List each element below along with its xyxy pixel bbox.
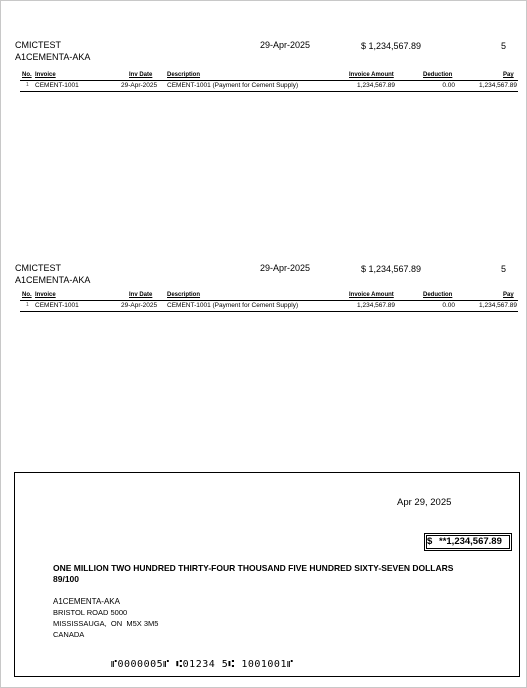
row-inv-date: 29-Apr-2025 bbox=[121, 302, 158, 309]
col-header-description: Description bbox=[167, 292, 201, 298]
stub-date: 29-Apr-2025 bbox=[260, 40, 311, 50]
row-description: CEMENT-1001 (Payment for Cement Supply) bbox=[167, 82, 299, 89]
row-inv-date: 29-Apr-2025 bbox=[121, 82, 158, 89]
header-rule bbox=[20, 80, 518, 81]
cheque-amount: **1,234,567.89 bbox=[439, 536, 502, 547]
row-invoice-amount: 1,234,567.89 bbox=[357, 302, 395, 309]
row-invoice: CEMENT-1001 bbox=[35, 302, 79, 309]
col-header-deduction: Deduction bbox=[423, 292, 453, 298]
col-header-no: No. bbox=[22, 72, 32, 78]
row-pay: 1,234,567.89 bbox=[479, 302, 517, 309]
amount-in-words: ONE MILLION TWO HUNDRED THIRTY-FOUR THOUSAND FIVE HUNDRED SIXTY-SEVEN DOLLARS bbox=[53, 563, 454, 573]
col-header-inv-date: Inv Date bbox=[129, 292, 153, 298]
col-header-invoice: Invoice bbox=[35, 292, 56, 298]
vendor-code: CMICTEST bbox=[15, 263, 61, 273]
row-rule bbox=[20, 311, 518, 312]
col-header-inv-date: Inv Date bbox=[129, 72, 153, 78]
col-header-invoice: Invoice bbox=[35, 72, 56, 78]
row-invoice-amount: 1,234,567.89 bbox=[357, 82, 395, 89]
col-header-invoice-amount: Invoice Amount bbox=[349, 72, 394, 78]
stub-date: 29-Apr-2025 bbox=[260, 263, 311, 273]
payee-address-line1: BRISTOL ROAD 5000 bbox=[53, 608, 128, 617]
currency-symbol: $ bbox=[427, 536, 433, 547]
cheque-amount-box bbox=[424, 533, 512, 551]
col-header-deduction: Deduction bbox=[423, 72, 453, 78]
row-description: CEMENT-1001 (Payment for Cement Supply) bbox=[167, 302, 299, 309]
row-deduction: 0.00 bbox=[442, 302, 455, 309]
payee-name: A1CEMENTA-AKA bbox=[53, 597, 120, 606]
row-rule bbox=[20, 91, 518, 92]
col-header-invoice-amount: Invoice Amount bbox=[349, 292, 394, 298]
vendor-name: A1CEMENTA-AKA bbox=[15, 52, 91, 62]
col-header-description: Description bbox=[167, 72, 201, 78]
row-invoice: CEMENT-1001 bbox=[35, 82, 79, 89]
col-header-pay: Pay bbox=[503, 72, 514, 78]
row-no: 1 bbox=[26, 82, 29, 88]
row-deduction: 0.00 bbox=[442, 82, 455, 89]
row-pay: 1,234,567.89 bbox=[479, 82, 517, 89]
stub-amount: $ 1,234,567.89 bbox=[361, 264, 422, 274]
cheque-reference: 5 bbox=[501, 264, 507, 274]
amount-cents: 89/100 bbox=[53, 574, 79, 584]
header-rule bbox=[20, 300, 518, 301]
micr-line: ⑈0000005⑈ ⑆01234 5⑆ 1001001⑈ bbox=[111, 659, 294, 670]
cheque-reference: 5 bbox=[501, 41, 507, 51]
cheque bbox=[14, 472, 520, 677]
row-no: 1 bbox=[26, 302, 29, 308]
payee-address-line2: MISSISSAUGA, ON M5X 3M5 bbox=[53, 619, 159, 628]
payee-country: CANADA bbox=[53, 630, 85, 639]
stub-amount: $ 1,234,567.89 bbox=[361, 41, 422, 51]
vendor-name: A1CEMENTA-AKA bbox=[15, 275, 91, 285]
cheque-date: Apr 29, 2025 bbox=[397, 497, 452, 508]
col-header-no: No. bbox=[22, 292, 32, 298]
col-header-pay: Pay bbox=[503, 292, 514, 298]
vendor-code: CMICTEST bbox=[15, 40, 61, 50]
